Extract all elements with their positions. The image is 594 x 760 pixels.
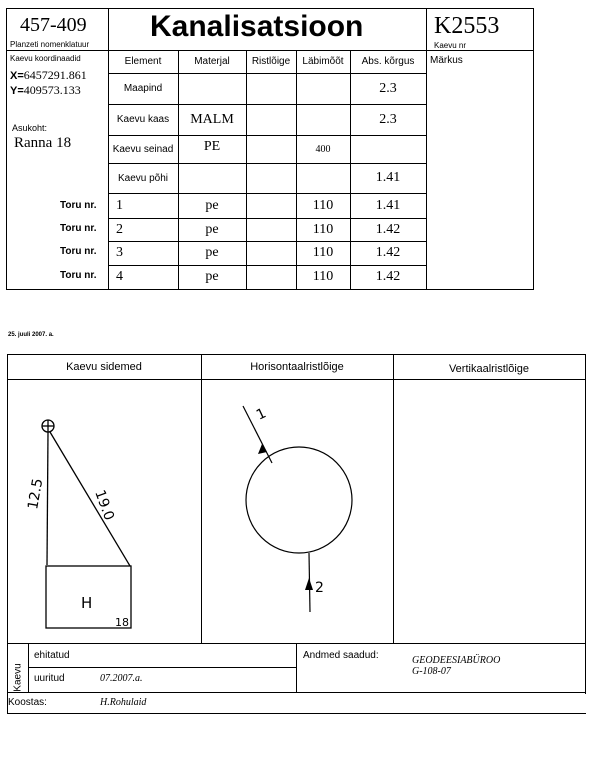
distance-b-label: 19.0 [91, 487, 117, 523]
diameter-cell: 110 [312, 245, 334, 260]
material-cell: MALM [190, 111, 234, 127]
element-cell: Kaevu seinad [112, 143, 174, 155]
pipe-number: 1 [116, 198, 123, 213]
height-cell: 1.42 [375, 245, 401, 260]
pipe-label: Toru nr. [60, 200, 97, 211]
arrow-up-icon [258, 444, 267, 454]
height-cell: 1.41 [375, 170, 401, 185]
house-letter: H [81, 594, 93, 612]
horizontal-sketch [201, 380, 393, 642]
material-cell: pe [205, 197, 219, 213]
section-title-connections: Kaevu sidemed [66, 361, 142, 373]
pipe-number: 3 [116, 245, 123, 260]
height-cell: 2.3 [379, 111, 397, 127]
location-label: Asukoht: [12, 123, 48, 133]
element-cell: Maapind [123, 83, 163, 94]
connections-sketch [7, 380, 201, 642]
header-cross-section: Ristlõige [251, 56, 291, 67]
date-stamp: 25. juuli 2007. a. [8, 332, 54, 338]
material-cell: pe [205, 245, 219, 260]
element-cell: Kaevu põhi [117, 172, 169, 184]
pipe-number: 2 [116, 222, 123, 237]
side-label: Kaevu [12, 663, 24, 692]
header-abs-height: Abs. kõrgus [361, 56, 415, 67]
element-cell: Kaevu kaas [116, 114, 170, 125]
x-value: 6457291.861 [23, 68, 87, 82]
nomenclature-value: 457-409 [20, 14, 87, 36]
material-cell: pe [205, 221, 219, 237]
section-title-vertical: Vertikaalristlõige [448, 363, 530, 375]
y-value: 409573.133 [23, 83, 81, 97]
section-title-horizontal: Horisontaalristlõige [250, 361, 344, 373]
location-value: Ranna 18 [14, 135, 72, 151]
coords-label: Kaevu koordinaadid [10, 54, 81, 63]
header-material: Materjal [194, 56, 230, 67]
pipe-1-label: 1 [253, 405, 269, 424]
data-from-line2: G-108-07 [412, 666, 451, 677]
header-remarks: Märkus [430, 55, 463, 66]
well-number-value: K2553 [434, 13, 500, 39]
well-number-label: Kaevu nr [434, 41, 467, 50]
data-from-label: Andmed saadud: [303, 650, 379, 661]
header-diameter: Läbimõõt [302, 56, 344, 67]
x-coordinate [10, 68, 87, 83]
data-from-line1: GEODEESIABÜROO [412, 655, 501, 666]
measured-value: 07.2007.a. [100, 673, 143, 684]
y-coordinate [10, 83, 81, 98]
built-label: ehitatud [34, 650, 70, 661]
pipe-number: 4 [116, 269, 123, 284]
compiled-label: Koostas: [8, 697, 47, 708]
nomenclature-label: Planzeti nomenklatuur [10, 40, 90, 49]
measured-label: uuritud [34, 673, 65, 684]
height-cell: 1.42 [375, 269, 401, 284]
diameter-cell: 400 [315, 143, 331, 155]
pipe-label: Toru nr. [60, 270, 97, 281]
diameter-cell: 110 [312, 197, 334, 213]
material-cell: PE [203, 139, 221, 154]
height-cell: 1.41 [375, 197, 401, 213]
arrow-up-icon [305, 578, 313, 590]
height-cell: 1.42 [375, 221, 401, 237]
diameter-cell: 110 [312, 221, 334, 237]
pipe-2-label: 2 [315, 580, 324, 596]
height-cell: 2.3 [379, 80, 397, 96]
distance-a-label: 12.5 [25, 477, 47, 511]
well-circle [246, 447, 352, 553]
pipe-label: Toru nr. [60, 223, 97, 234]
diameter-cell: 110 [312, 269, 334, 284]
material-cell: pe [205, 269, 219, 284]
x-label: X= [10, 70, 24, 82]
compiled-value: H.Rohulaid [100, 697, 147, 708]
pipe-label: Toru nr. [60, 246, 97, 257]
y-label: Y= [10, 85, 24, 97]
header-element: Element [124, 56, 162, 67]
house-number: 18 [115, 616, 129, 629]
page-title: Kanalisatsioon [150, 10, 364, 43]
